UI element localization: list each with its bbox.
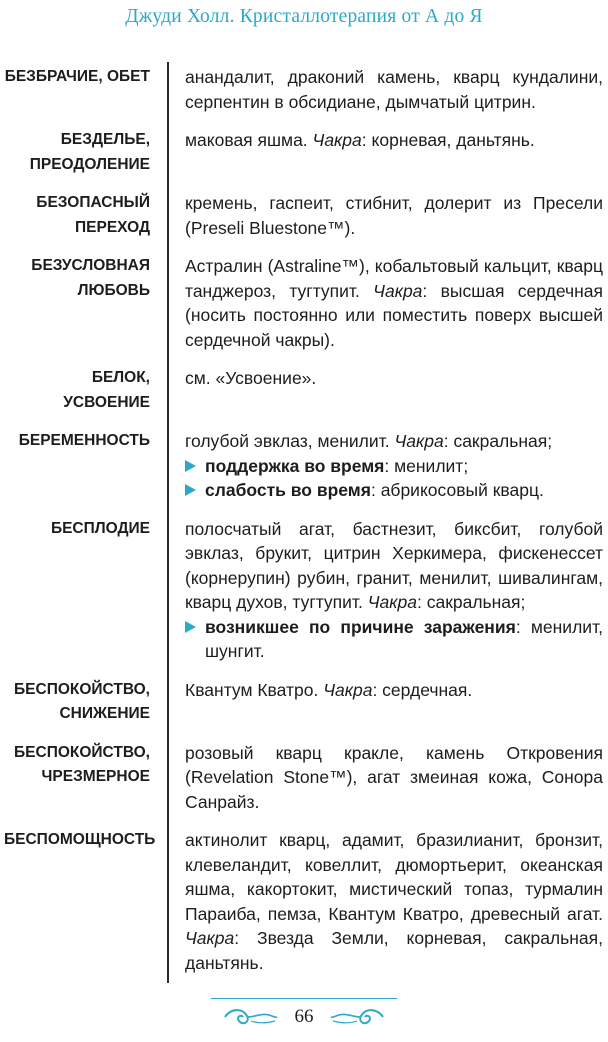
entry-term-line: БЕСПОМОЩНОСТЬ	[4, 831, 156, 848]
definition-main: см. «Усвоение».	[185, 368, 317, 388]
definition-text	[185, 741, 603, 815]
glossary-entries	[0, 62, 608, 975]
entry-term-line: БЕСПОКОЙСТВО,	[14, 743, 150, 761]
chakra-text: : сердечная.	[372, 679, 473, 700]
entry-term	[4, 191, 150, 240]
definition-text	[185, 254, 603, 352]
definition-main: маковая яшма.	[185, 130, 313, 150]
entry-term-line: ПРЕОДОЛЕНИЕ	[29, 155, 150, 173]
entry-row	[0, 251, 608, 352]
entry-definition	[185, 828, 603, 975]
entry-term-line: СНИЖЕНИЕ	[59, 705, 150, 722]
sub-entry-text: : абрикосовый кварц.	[370, 480, 544, 500]
entry-definition	[185, 429, 603, 503]
entry-term	[4, 429, 150, 503]
entry-term	[4, 366, 150, 415]
definition-main: актинолит кварц, адамит, бразилианит, бронзит, клевеландит, ковеллит, дюмортьерит, океанская яшма, какортокит, мистический топаз, турмалин Параиба, пемза, Квантум Кватро, древесный агат.	[185, 830, 603, 924]
definition-main: кремень, гаспеит, стибнит, долерит из Пресели (Preseli Bluestone™).	[185, 193, 603, 238]
triangle-bullet-icon	[185, 484, 196, 496]
definition-main: розовый кварц кракле, камень Откровения (Revelation Stone™), агат змеиная кожа, Сонора Санрайз.	[185, 742, 603, 812]
definition-main: полосчатый агат, бастнезит, биксбит, голубой эвклаз, брукит, цитрин Херкимера, фискенессет (корнерупин) рубин, гранит, менилит, шивалингам, кварц духов, тугтупит.	[185, 518, 603, 612]
entry-term-line: БЕРЕМЕННОСТЬ	[18, 432, 150, 449]
entry-term-line: БЕЗУСЛОВНАЯ	[31, 257, 150, 274]
entry-row	[0, 825, 608, 975]
triangle-bullet-icon	[185, 460, 196, 472]
running-header: Джуди Холл. Кристаллотерапия от А до Я	[125, 6, 483, 27]
sub-entry-heading: поддержка во время	[205, 455, 385, 476]
entry-definition	[185, 254, 603, 352]
definition-text	[185, 517, 603, 615]
entry-term	[4, 128, 150, 177]
entry-term	[4, 678, 150, 727]
entry-definition	[185, 366, 603, 415]
entry-term-line: БЕСПОКОЙСТВО,	[14, 680, 150, 698]
sub-entry-heading: слабость во время	[205, 480, 371, 500]
entry-term-line: БЕЛОК,	[91, 369, 150, 386]
entry-definition	[185, 678, 603, 727]
entry-term-line: БЕЗОПАСНЫЙ	[36, 194, 150, 211]
entry-term-line: ЧРЕЗМЕРНОЕ	[41, 768, 150, 785]
chakra-text: : высшая сердечная (носить постоянно или поместить поверх высшей сердечной чакры).	[185, 280, 603, 350]
sub-entry-text: : менилит, шунгит.	[205, 616, 604, 661]
entry-row	[0, 125, 608, 177]
definition-text	[185, 128, 603, 153]
entry-term-line: БЕЗДЕЛЬЕ,	[60, 131, 150, 148]
entry-row	[0, 514, 608, 664]
entry-definition	[185, 65, 603, 114]
chakra-text: : сакральная;	[416, 592, 526, 612]
entry-term-line: УСВОЕНИЕ	[63, 393, 150, 411]
chakra-text: : Звезда Земли, корневая, сакральная, даньтянь.	[185, 928, 603, 973]
entry-term-line: ЛЮБОВЬ	[77, 281, 150, 299]
entry-term	[4, 65, 150, 114]
entry-definition	[185, 517, 603, 664]
definition-main: Квантум Кватро.	[185, 679, 324, 700]
sub-entry-heading: возникшее по причине заражения	[205, 616, 516, 637]
definition-text	[185, 366, 603, 391]
entry-row	[0, 675, 608, 727]
footer-rule	[211, 998, 397, 999]
chakra-label: Чакра	[312, 130, 362, 150]
chakra-label: Чакра	[323, 679, 373, 700]
page-footer	[211, 1004, 397, 1032]
page-number: 66	[294, 1006, 314, 1027]
definition-main: Астралин (Astraline™), кобальтовый кальцит, кварц танджероз, тугтупит.	[185, 256, 603, 301]
entry-term-line: БЕСПЛОДИЕ	[50, 519, 150, 537]
definition-main: анандалит, драконий камень, кварц кундалини, серпентин в обсидиане, дымчатый цитрин.	[185, 67, 603, 112]
entry-row	[0, 188, 608, 240]
definition-text	[185, 65, 603, 114]
triangle-bullet-icon	[185, 621, 196, 633]
entry-definition	[185, 741, 603, 815]
entry-term	[4, 254, 150, 352]
entry-term	[4, 517, 150, 664]
chakra-label: Чакра	[367, 592, 417, 612]
entry-row	[0, 426, 608, 503]
entry-term	[4, 741, 150, 815]
entry-term	[4, 828, 156, 975]
sub-entry	[185, 478, 603, 503]
entry-row	[0, 363, 608, 415]
definition-text	[185, 828, 603, 975]
definition-text	[185, 678, 603, 703]
chakra-label: Чакра	[373, 280, 423, 301]
definition-main: голубой эвклаз, менилит.	[185, 431, 395, 451]
definition-text	[185, 429, 603, 454]
entry-row	[0, 738, 608, 815]
entry-definition	[185, 191, 603, 240]
entry-row	[0, 62, 608, 114]
entry-term-line: БЕЗБРАЧИЕ, ОБЕТ	[4, 68, 150, 85]
chakra-text: : сакральная;	[443, 431, 553, 451]
entry-definition	[185, 128, 603, 177]
chakra-label: Чакра	[185, 928, 235, 948]
chakra-text: : корневая, даньтянь.	[361, 130, 535, 150]
sub-entry	[185, 454, 603, 479]
right-ornament-icon	[327, 1004, 387, 1030]
sub-entry	[185, 615, 603, 664]
entry-term-line: ПЕРЕХОД	[75, 218, 150, 236]
definition-text	[185, 191, 603, 240]
sub-entry-text: : менилит;	[384, 455, 469, 476]
chakra-label: Чакра	[394, 431, 444, 451]
